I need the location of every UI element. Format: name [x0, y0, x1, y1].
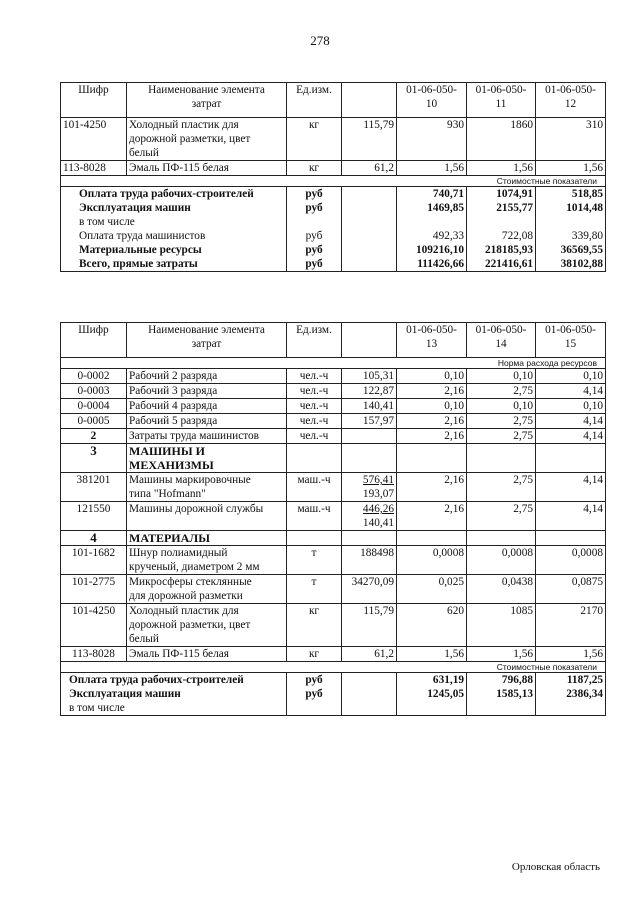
price-cell: 157,97: [342, 414, 397, 429]
name-cell: Шнур полиамидный крученый, диаметром 2 мм: [127, 546, 287, 575]
value-cell: 218185,93: [467, 243, 536, 257]
code-cell: 0-0005: [61, 414, 127, 429]
table-row: [61, 399, 606, 414]
price-cell: [342, 201, 397, 215]
name-cell: Рабочий 5 разряда: [127, 414, 287, 429]
header-name: Наименование элемента затрат: [127, 323, 287, 358]
header-col-13: 01-06-050- 13: [397, 323, 467, 358]
table-row: [61, 575, 606, 604]
header-name: Наименование элемента затрат: [127, 83, 287, 118]
value-cell: 0,0008: [467, 546, 536, 575]
total-name: Эксплуатация машин: [61, 201, 287, 215]
value-cell: 0,10: [536, 369, 606, 384]
unit-cell: кг: [287, 161, 342, 176]
value-cell: 2,16: [397, 414, 467, 429]
total-name: Оплата труда рабочих-строителей: [61, 673, 287, 688]
total-name: Оплата труда машинистов: [61, 229, 287, 243]
value-cell: 0,0008: [536, 546, 606, 575]
price-cell: [342, 429, 397, 444]
total-row: [61, 229, 606, 243]
value-cell: 2,16: [397, 473, 467, 502]
code-cell: 121550: [61, 502, 127, 531]
price-cell: [342, 187, 397, 202]
value-cell: 1074,91: [467, 187, 536, 202]
section-row: [61, 444, 606, 473]
total-row: [61, 673, 606, 688]
unit-cell: кг: [287, 604, 342, 647]
total-row: [61, 201, 606, 215]
value-cell: 1085: [467, 604, 536, 647]
band-row: [61, 176, 606, 187]
value-cell: 631,19: [397, 673, 467, 688]
value-cell: 0,10: [467, 399, 536, 414]
header-code: Шифр: [61, 83, 127, 118]
value-cell: 740,71: [397, 187, 467, 202]
unit-cell: т: [287, 546, 342, 575]
value-cell: 2386,34: [536, 687, 606, 701]
value-cell: 4,14: [536, 384, 606, 399]
name-cell: Холодный пластик для дорожной разметки, цвет белый: [127, 604, 287, 647]
value-cell: 930: [397, 118, 467, 161]
value-cell: 1245,05: [397, 687, 467, 701]
value-cell: 1,56: [536, 161, 606, 176]
table-row: [61, 414, 606, 429]
price-cell: [342, 215, 397, 229]
header-unit: Ед.изм.: [287, 323, 342, 358]
price-cell: 576,41 193,07: [342, 473, 397, 502]
table-header: [61, 83, 606, 118]
table-header: [61, 323, 606, 358]
name-cell: Рабочий 2 разряда: [127, 369, 287, 384]
value-cell: 1,56: [536, 647, 606, 662]
band-label: Норма расхода ресурсов: [61, 358, 606, 369]
total-row: [61, 187, 606, 202]
norms-table-1: [60, 82, 606, 272]
value-cell: 4,14: [536, 429, 606, 444]
code-cell: 113-8028: [61, 647, 127, 662]
value-cell: 2,75: [467, 502, 536, 531]
price-cell: 115,79: [342, 604, 397, 647]
unit-cell: кг: [287, 118, 342, 161]
unit-cell: чел.-ч: [287, 414, 342, 429]
region-footer: Орловская область: [511, 861, 600, 873]
total-row: [61, 687, 606, 701]
section-code: 4: [61, 531, 127, 546]
band-row: [61, 358, 606, 369]
total-name: Эксплуатация машин: [61, 687, 287, 701]
value-cell: [536, 701, 606, 716]
section-title: МАТЕРИАЛЫ: [127, 531, 287, 546]
value-cell: [467, 215, 536, 229]
unit-cell: руб: [287, 229, 342, 243]
table-row: [61, 473, 606, 502]
value-cell: 2170: [536, 604, 606, 647]
table-row: [61, 502, 606, 531]
value-cell: 1187,25: [536, 673, 606, 688]
unit-cell: руб: [287, 687, 342, 701]
code-cell: 113-8028: [61, 161, 127, 176]
unit-cell: [287, 701, 342, 716]
value-cell: 796,88: [467, 673, 536, 688]
value-cell: 0,10: [467, 369, 536, 384]
name-cell: Затраты труда машинистов: [127, 429, 287, 444]
value-cell: 0,025: [397, 575, 467, 604]
header-price: [342, 323, 397, 358]
value-cell: 0,10: [397, 399, 467, 414]
value-cell: 111426,66: [397, 257, 467, 272]
value-cell: [397, 215, 467, 229]
value-cell: 4,14: [536, 502, 606, 531]
section-title: МАШИНЫ И МЕХАНИЗМЫ: [127, 444, 287, 473]
value-cell: 221416,61: [467, 257, 536, 272]
header-col-14: 01-06-050- 14: [467, 323, 536, 358]
price-cell: [342, 257, 397, 272]
name-cell: Рабочий 4 разряда: [127, 399, 287, 414]
value-cell: 2,16: [397, 384, 467, 399]
band-label: Стоимостные показатели: [61, 662, 606, 673]
unit-cell: чел.-ч: [287, 369, 342, 384]
value-cell: [397, 701, 467, 716]
value-cell: 2,16: [397, 429, 467, 444]
code-cell: 0-0002: [61, 369, 127, 384]
price-cell: 140,41: [342, 399, 397, 414]
value-cell: 4,14: [536, 414, 606, 429]
price-cell: 61,2: [342, 161, 397, 176]
unit-cell: чел.-ч: [287, 399, 342, 414]
price-cell: 188498: [342, 546, 397, 575]
value-cell: 2155,77: [467, 201, 536, 215]
code-cell: 0-0003: [61, 384, 127, 399]
value-cell: 36569,55: [536, 243, 606, 257]
value-cell: 1860: [467, 118, 536, 161]
name-cell: Рабочий 3 разряда: [127, 384, 287, 399]
name-cell: Машины дорожной службы: [127, 502, 287, 531]
table-row: [61, 604, 606, 647]
price-cell: [342, 701, 397, 716]
value-cell: 0,0875: [536, 575, 606, 604]
table-row: [61, 161, 606, 176]
norms-table-2: [60, 322, 606, 716]
total-row: [61, 701, 606, 716]
price-cell: 34270,09: [342, 575, 397, 604]
value-cell: 0,0438: [467, 575, 536, 604]
unit-cell: маш.-ч: [287, 473, 342, 502]
table-row: [61, 546, 606, 575]
name-cell: Холодный пластик для дорожной разметки, цвет белый: [127, 118, 287, 161]
unit-cell: чел.-ч: [287, 384, 342, 399]
total-name: Оплата труда рабочих-строителей: [61, 187, 287, 202]
value-cell: 310: [536, 118, 606, 161]
section-row: [61, 531, 606, 546]
unit-cell: руб: [287, 673, 342, 688]
value-cell: 492,33: [397, 229, 467, 243]
value-cell: 2,75: [467, 473, 536, 502]
value-cell: 1469,85: [397, 201, 467, 215]
name-cell: Эмаль ПФ-115 белая: [127, 161, 287, 176]
band-row: [61, 662, 606, 673]
unit-cell: руб: [287, 187, 342, 202]
value-cell: 2,75: [467, 414, 536, 429]
code-cell: 101-1682: [61, 546, 127, 575]
total-row: [61, 215, 606, 229]
total-row: [61, 257, 606, 272]
price-cell: 122,87: [342, 384, 397, 399]
header-unit: Ед.изм.: [287, 83, 342, 118]
value-cell: [467, 701, 536, 716]
total-name: Всего, прямые затраты: [61, 257, 287, 272]
value-cell: 1,56: [397, 161, 467, 176]
value-cell: 1585,13: [467, 687, 536, 701]
value-cell: 1,56: [467, 161, 536, 176]
table-row: [61, 429, 606, 444]
code-cell: 101-4250: [61, 118, 127, 161]
header-col-11: 01-06-050- 11: [467, 83, 536, 118]
header-col-12: 01-06-050- 12: [536, 83, 606, 118]
band-label: Стоимостные показатели: [61, 176, 606, 187]
value-cell: 1,56: [397, 647, 467, 662]
header-price: [342, 83, 397, 118]
name-cell: Машины маркировочные типа "Hofmann": [127, 473, 287, 502]
value-cell: 0,10: [536, 399, 606, 414]
table-row: [61, 369, 606, 384]
value-cell: 620: [397, 604, 467, 647]
value-cell: 1014,48: [536, 201, 606, 215]
unit-cell: руб: [287, 201, 342, 215]
table-row: [61, 384, 606, 399]
price-cell: [342, 673, 397, 688]
value-cell: 0,10: [397, 369, 467, 384]
total-name: Материальные ресурсы: [61, 243, 287, 257]
unit-cell: [287, 215, 342, 229]
code-cell: 101-4250: [61, 604, 127, 647]
code-cell: 381201: [61, 473, 127, 502]
price-cell: 105,31: [342, 369, 397, 384]
unit-cell: маш.-ч: [287, 502, 342, 531]
name-cell: Микросферы стеклянные для дорожной разметки: [127, 575, 287, 604]
header-col-10: 01-06-050- 10: [397, 83, 467, 118]
table-row: [61, 647, 606, 662]
value-cell: [536, 215, 606, 229]
value-cell: 109216,10: [397, 243, 467, 257]
total-name: в том числе: [61, 215, 287, 229]
price-cell: [342, 243, 397, 257]
value-cell: 2,75: [467, 429, 536, 444]
total-row: [61, 243, 606, 257]
table-row: [61, 118, 606, 161]
code-cell: 0-0004: [61, 399, 127, 414]
value-cell: 339,80: [536, 229, 606, 243]
price-cell: [342, 229, 397, 243]
total-name: в том числе: [61, 701, 287, 716]
section-code: 3: [61, 444, 127, 473]
value-cell: 38102,88: [536, 257, 606, 272]
price-cell: 61,2: [342, 647, 397, 662]
header-code: Шифр: [61, 323, 127, 358]
value-cell: 2,75: [467, 384, 536, 399]
value-cell: 0,0008: [397, 546, 467, 575]
value-cell: 518,85: [536, 187, 606, 202]
unit-cell: руб: [287, 257, 342, 272]
price-cell: 115,79: [342, 118, 397, 161]
value-cell: 2,16: [397, 502, 467, 531]
value-cell: 722,08: [467, 229, 536, 243]
page-number: 278: [310, 33, 330, 48]
header-col-15: 01-06-050- 15: [536, 323, 606, 358]
price-cell: 446,26 140,41: [342, 502, 397, 531]
price-cell: [342, 687, 397, 701]
value-cell: 4,14: [536, 473, 606, 502]
name-cell: Эмаль ПФ-115 белая: [127, 647, 287, 662]
unit-cell: т: [287, 575, 342, 604]
unit-cell: чел.-ч: [287, 429, 342, 444]
unit-cell: руб: [287, 243, 342, 257]
code-cell: 2: [61, 429, 127, 444]
code-cell: 101-2775: [61, 575, 127, 604]
value-cell: 1,56: [467, 647, 536, 662]
unit-cell: кг: [287, 647, 342, 662]
